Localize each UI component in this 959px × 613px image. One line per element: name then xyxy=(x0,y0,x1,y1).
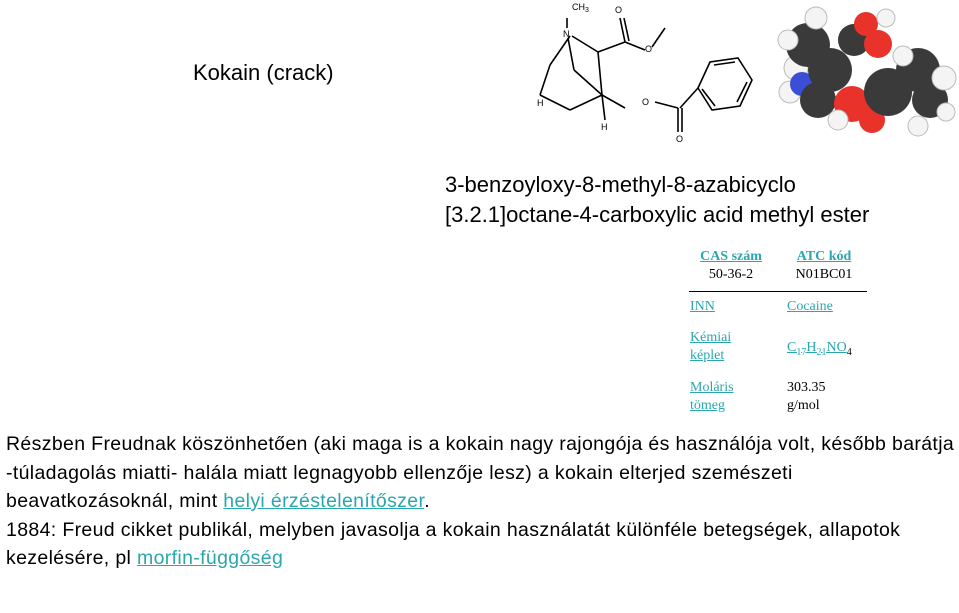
formula-hydrogen-link[interactable]: $H_{21}$ xyxy=(806,340,827,358)
body-text xyxy=(6,430,956,573)
atom-label-h-left: H xyxy=(537,98,544,108)
paragraph-text-1: Részben Freudnak köszönhetően (aki maga is a kokain nagy rajongója és használója volt, később barátja -túladagolás miatti- halála miatt legnagyobb ellenzője lesz) a kokain elterjed szemészeti beavatkozásoknál, mint xyxy=(6,433,955,512)
mass-label-line-1: Moláris xyxy=(690,380,734,395)
molar-mass-value xyxy=(787,379,826,415)
cas-value: 50-36-2 xyxy=(708,267,754,282)
formula-no-link[interactable]: NO xyxy=(826,340,847,355)
formula-label-line-2: képlet xyxy=(690,348,725,363)
molecular-formula xyxy=(787,339,852,357)
formula-label-link[interactable] xyxy=(690,329,731,365)
atom-label-o-carbonyl: O xyxy=(615,5,623,15)
formula-label-line-1: Kémiai xyxy=(690,330,732,345)
mass-label-line-2: tömeg xyxy=(690,398,725,413)
space-filling-model-image xyxy=(768,0,959,148)
atom-label-o-ester: O xyxy=(645,44,653,54)
atom-label-o-ketone: O xyxy=(676,134,684,144)
atom-label-ch3: $CH_3$ xyxy=(572,2,589,14)
iupac-name-line-1: 3-benzoyloxy-8-methyl-8-azabicyclo xyxy=(445,172,796,197)
inn-label-link[interactable]: INN xyxy=(690,299,715,314)
atc-value: N01BC01 xyxy=(795,267,853,282)
local-anesthetic-link[interactable]: helyi érzéstelenítőszer xyxy=(223,490,425,512)
iupac-name-line-2: [3.2.1]octane-4-carboxylic acid methyl ester xyxy=(445,202,870,227)
formula-carbon-link[interactable]: $C_{17}$ xyxy=(787,340,807,358)
iupac-name xyxy=(445,170,869,230)
atom-label-o-benzoyl: O xyxy=(642,97,650,107)
atom-label-n: N xyxy=(563,29,570,39)
infobox-divider xyxy=(689,291,867,292)
mass-value-line-2: g/mol xyxy=(787,398,820,413)
cas-cell xyxy=(688,248,774,284)
mass-value-line-1: 303.35 xyxy=(787,380,826,395)
morphine-addiction-link[interactable]: morfin-függőség xyxy=(136,547,284,569)
cas-label-link[interactable]: CAS szám xyxy=(700,249,762,264)
paragraph-text-2: 1884: Freud cikket publikál, melyben javasolja a kokain használatát különféle betegségek, allapotok kezelésére, pl xyxy=(6,518,901,569)
slide-title: Kokain (crack) xyxy=(193,60,334,85)
skeletal-structure-image xyxy=(530,0,760,150)
atc-label-link[interactable]: ATC kód xyxy=(796,249,852,264)
atc-cell xyxy=(780,248,868,284)
formula-oxygen-count: 4 xyxy=(846,347,852,358)
inn-value-link[interactable]: Cocaine xyxy=(787,299,833,314)
mass-label-link[interactable] xyxy=(690,379,734,415)
atom-label-h-bottom: H xyxy=(601,122,608,132)
paragraph-period: . xyxy=(424,490,431,512)
